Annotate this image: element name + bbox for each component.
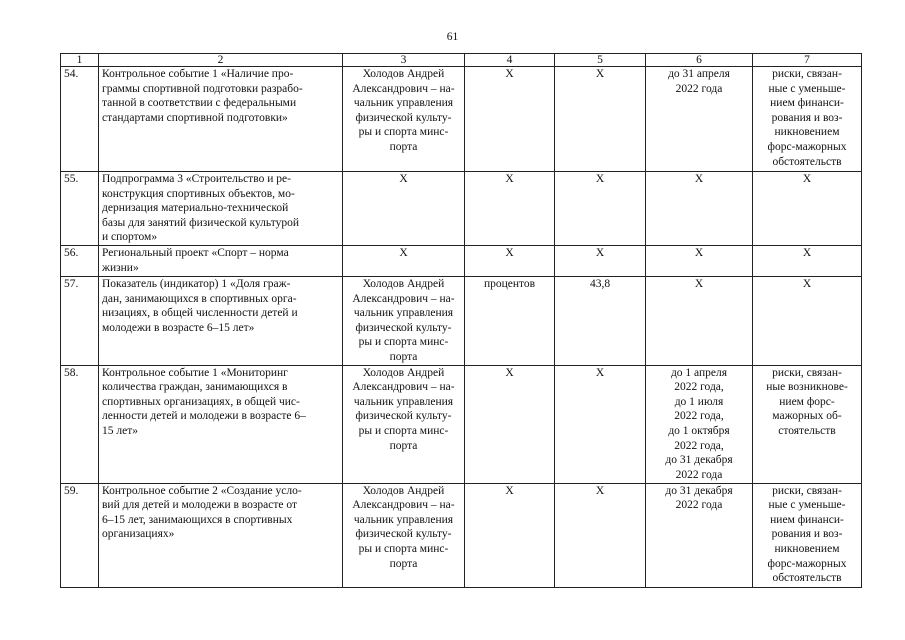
risks-cell: риски, связан- ные с уменьше- нием финанси- рования и воз- никновением форс-мажорных обстоятельств <box>753 483 862 587</box>
risks-cell: риски, связан- ные возникнове- нием форс- мажорных об- стоятельств <box>753 365 862 483</box>
unit-cell: X <box>465 172 555 246</box>
row-number: 56. <box>61 246 99 277</box>
value-cell: 43,8 <box>555 277 646 366</box>
table-row <box>61 365 862 483</box>
deadline-cell: до 1 апреля 2022 года, до 1 июля 2022 года, до 1 октября 2022 года, до 31 декабря 2022 года <box>646 365 753 483</box>
header-cell: 2 <box>99 54 343 67</box>
table-row <box>61 67 862 172</box>
unit-cell: X <box>465 246 555 277</box>
risks-cell: X <box>753 246 862 277</box>
row-number: 55. <box>61 172 99 246</box>
unit-cell: процентов <box>465 277 555 366</box>
table-row <box>61 246 862 277</box>
header-cell: 1 <box>61 54 99 67</box>
deadline-cell: X <box>646 277 753 366</box>
value-cell: X <box>555 67 646 172</box>
header-cell: 4 <box>465 54 555 67</box>
responsible-person: X <box>343 172 465 246</box>
risks-cell: риски, связан- ные с уменьше- нием финанси- рования и воз- никновением форс-мажорных обстоятельств <box>753 67 862 172</box>
header-cell: 6 <box>646 54 753 67</box>
deadline-cell: до 31 декабря 2022 года <box>646 483 753 587</box>
responsible-person: X <box>343 246 465 277</box>
value-cell: X <box>555 246 646 277</box>
deadline-cell: X <box>646 172 753 246</box>
responsible-person: Холодов Андрей Александрович – на- чальник управления физической культу- ры и спорта минс- порта <box>343 365 465 483</box>
unit-cell: X <box>465 365 555 483</box>
unit-cell: X <box>465 483 555 587</box>
row-number: 57. <box>61 277 99 366</box>
value-cell: X <box>555 483 646 587</box>
item-name: Показатель (индикатор) 1 «Доля граж- дан, занимающихся в спортивных орга- низациях, в общей численности детей и молодежи в возрасте 6–15 лет» <box>99 277 343 366</box>
program-table <box>60 53 862 588</box>
unit-cell: X <box>465 67 555 172</box>
risks-cell: X <box>753 172 862 246</box>
item-name: Контрольное событие 1 «Наличие про- граммы спортивной подготовки разрабо- танной в соответствии с федеральными стандартами спортивной подготовки» <box>99 67 343 172</box>
responsible-person: Холодов Андрей Александрович – на- чальник управления физической культу- ры и спорта минс- порта <box>343 277 465 366</box>
responsible-person: Холодов Андрей Александрович – на- чальник управления физической культу- ры и спорта минс- порта <box>343 483 465 587</box>
table-row <box>61 277 862 366</box>
table-row <box>61 172 862 246</box>
item-name: Региональный проект «Спорт – норма жизни» <box>99 246 343 277</box>
responsible-person: Холодов Андрей Александрович – на- чальник управления физической культу- ры и спорта минс- порта <box>343 67 465 172</box>
value-cell: X <box>555 172 646 246</box>
header-cell: 5 <box>555 54 646 67</box>
row-number: 54. <box>61 67 99 172</box>
item-name: Подпрограмма 3 «Строительство и ре- конструкция спортивных объектов, мо- дернизация материально-технической базы для занятий физической культурой и спортом» <box>99 172 343 246</box>
item-name: Контрольное событие 1 «Мониторинг количества граждан, занимающихся в спортивных организациях, в общей чис- ленности детей и молодежи в возрасте 6– 15 лет» <box>99 365 343 483</box>
table-row <box>61 483 862 587</box>
header-cell: 3 <box>343 54 465 67</box>
page-number: 61 <box>446 31 459 43</box>
deadline-cell: X <box>646 246 753 277</box>
row-number: 58. <box>61 365 99 483</box>
header-row <box>61 54 862 67</box>
header-cell: 7 <box>753 54 862 67</box>
row-number: 59. <box>61 483 99 587</box>
value-cell: X <box>555 365 646 483</box>
deadline-cell: до 31 апреля 2022 года <box>646 67 753 172</box>
item-name: Контрольное событие 2 «Создание усло- вий для детей и молодежи в возрасте от 6–15 лет, занимающихся в спортивных организациях» <box>99 483 343 587</box>
risks-cell: X <box>753 277 862 366</box>
